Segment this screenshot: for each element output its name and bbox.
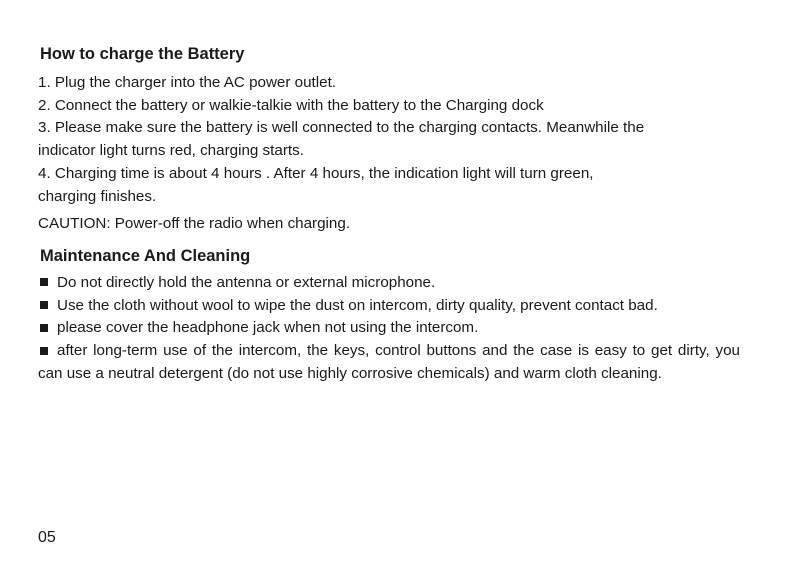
charging-instructions	[38, 72, 740, 208]
charging-step-3: 3. Please make sure the battery is well connected to the charging contacts. Meanwhile the	[38, 119, 645, 137]
maintenance-list	[38, 272, 740, 386]
maintenance-item-3: please cover the headphone jack when not using the intercom.	[57, 319, 479, 337]
page-number: 05	[38, 529, 56, 546]
charging-step-1: 1. Plug the charger into the AC power outlet.	[38, 74, 337, 91]
list-item	[38, 272, 740, 295]
charging-step-2: 2. Connect the battery or walkie-talkie with the battery to the Charging dock	[38, 96, 544, 114]
maintenance-item-2: Use the cloth without wool to wipe the dust on intercom, dirty quality, prevent contact bad.	[57, 296, 658, 314]
maintenance-item-4: after long-term use of the intercom, the keys, control buttons and the case is easy to get dirty, you can use a neutral detergent (do not use highly corrosive chemicals) and warm cloth cleaning.	[38, 342, 740, 382]
list-item	[38, 340, 740, 385]
list-item	[38, 295, 740, 318]
square-bullet-icon	[40, 301, 48, 309]
caution-note: CAUTION: Power-off the radio when charging.	[38, 215, 351, 232]
square-bullet-icon	[40, 347, 48, 355]
charging-step-4-continued: charging finishes.	[38, 187, 157, 205]
list-item	[38, 317, 740, 340]
maintenance-item-1: Do not directly hold the antenna or external microphone.	[57, 274, 436, 291]
square-bullet-icon	[40, 278, 48, 286]
maintenance-heading: Maintenance And Cleaning	[40, 247, 251, 265]
charging-step-4: 4. Charging time is about 4 hours . After 4 hours, the indication light will turn green,	[38, 164, 594, 182]
charging-heading: How to charge the Battery	[40, 45, 245, 63]
square-bullet-icon	[40, 324, 48, 332]
charging-step-3-continued: indicator light turns red, charging starts.	[38, 142, 304, 160]
